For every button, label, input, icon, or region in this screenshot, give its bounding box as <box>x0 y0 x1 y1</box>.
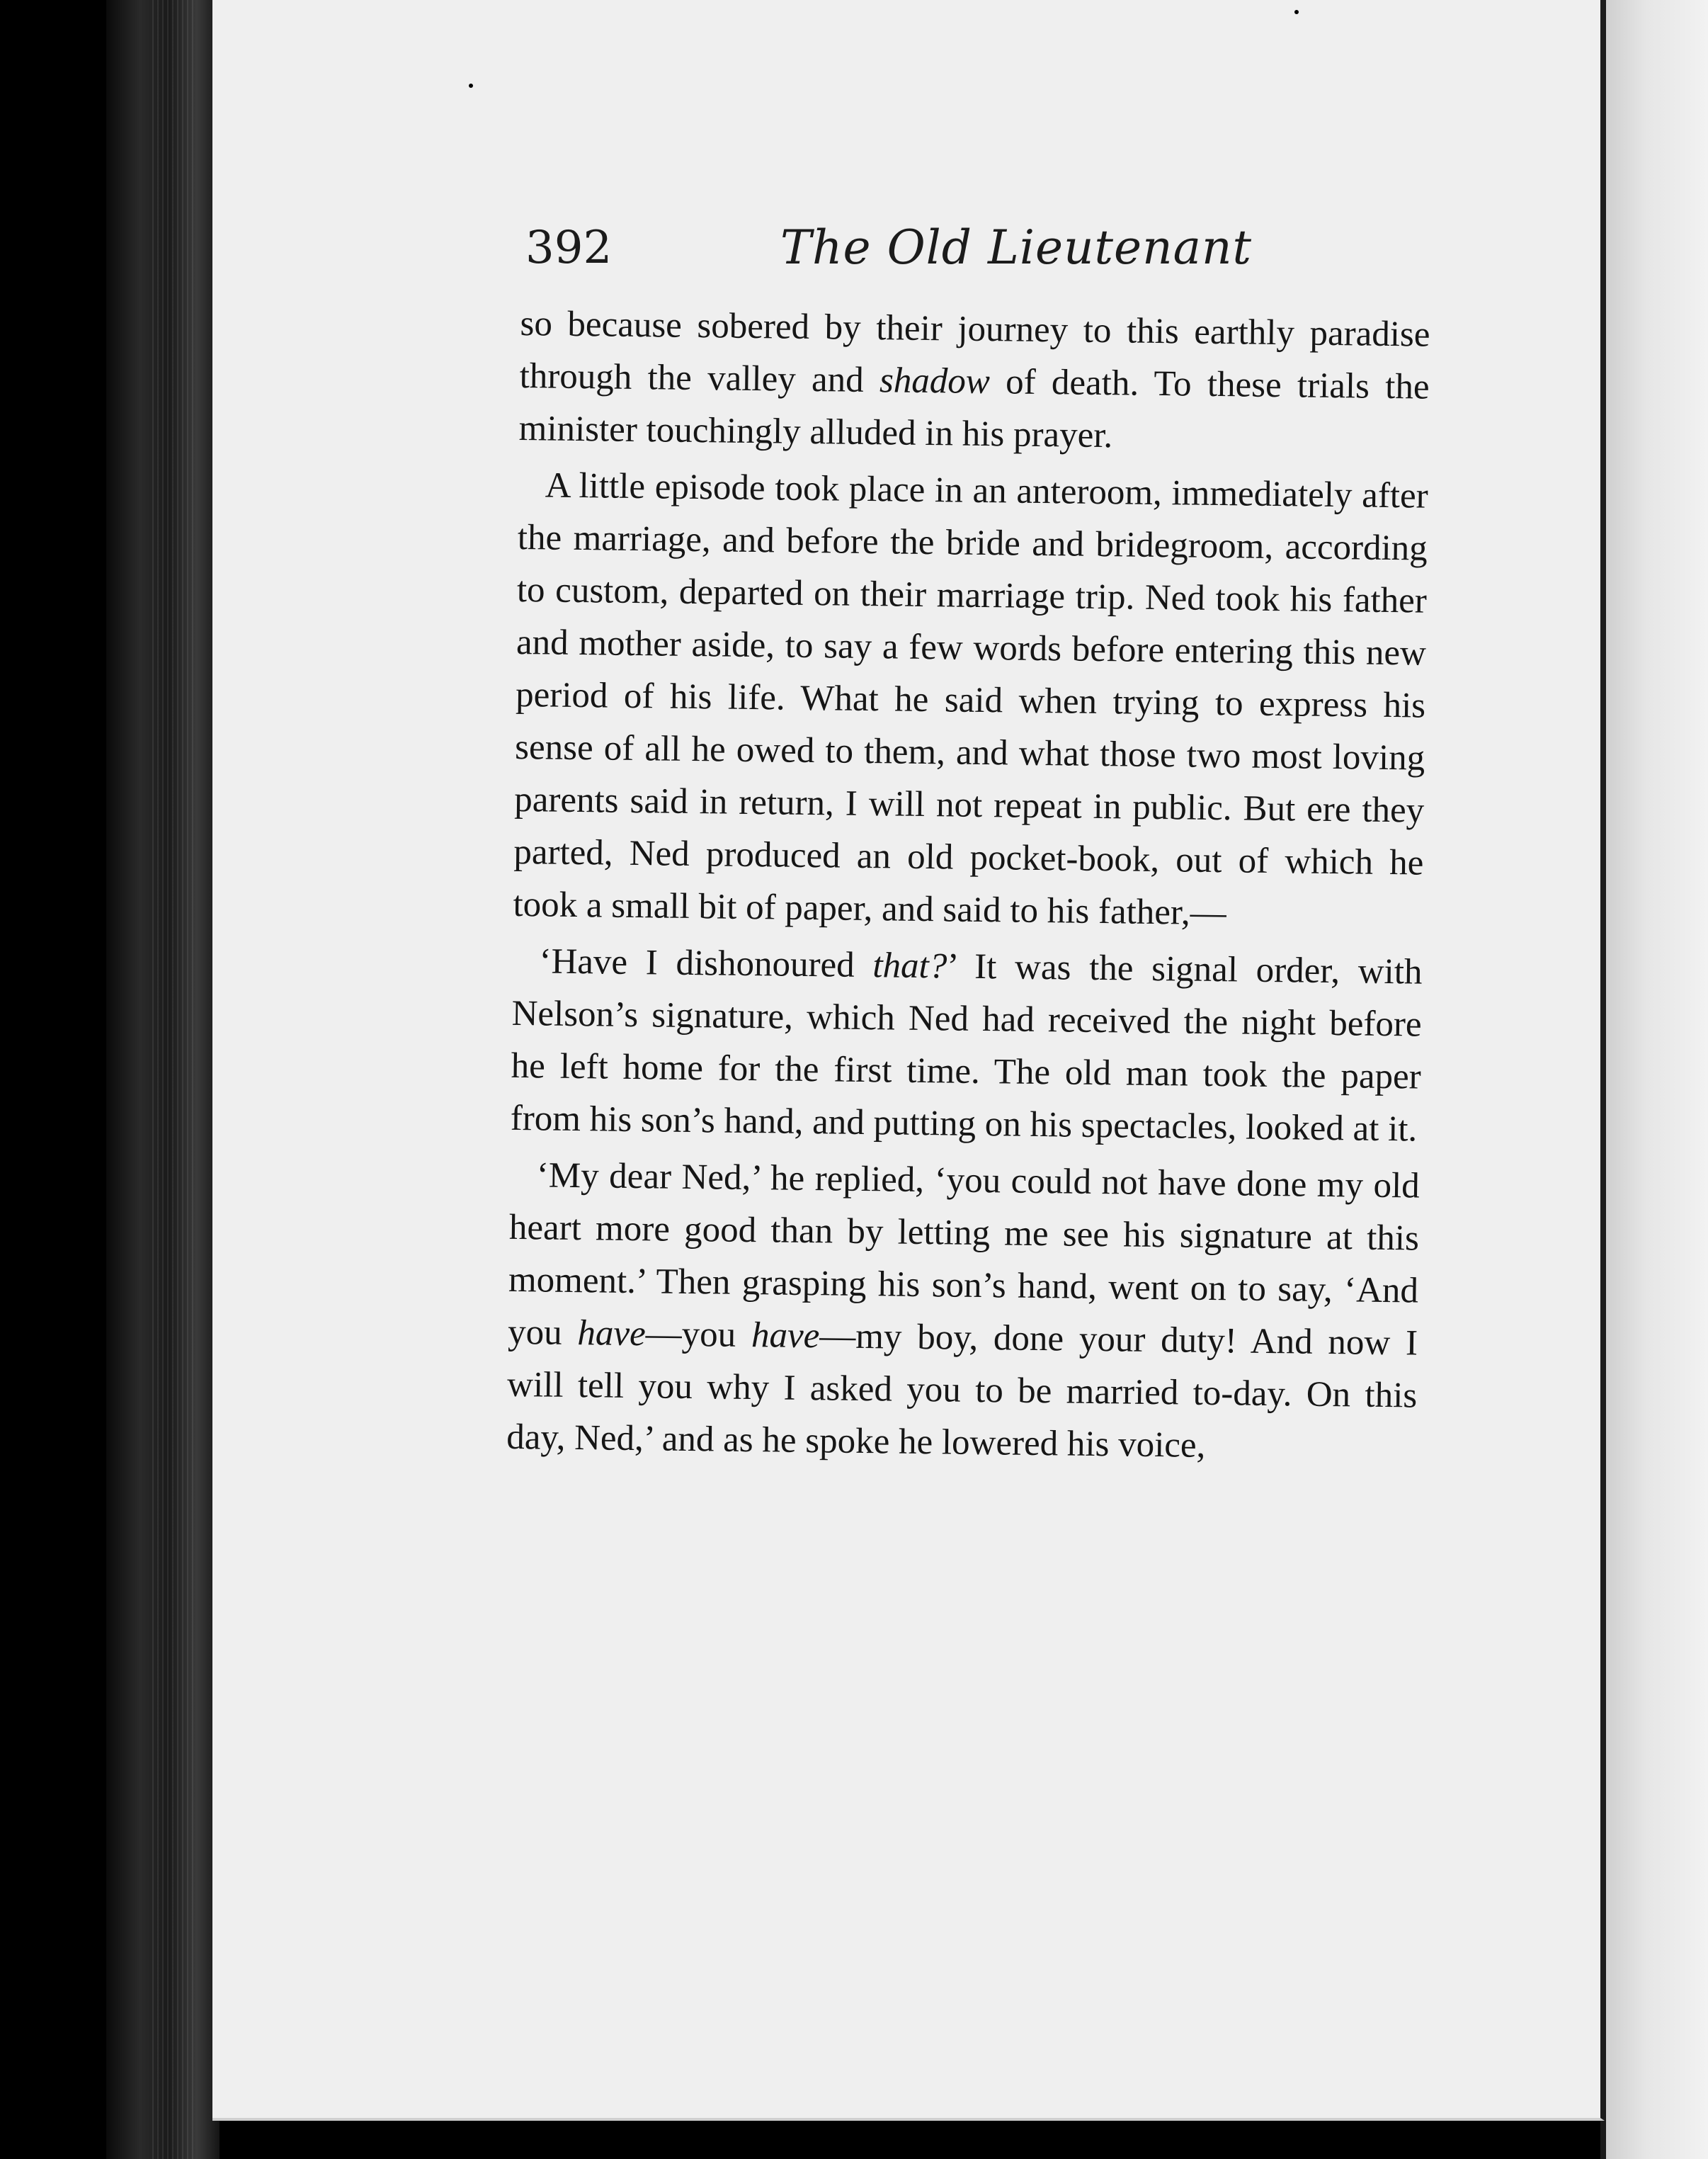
text-run: ‘My dear Ned,’ he replied, ‘you could not have done my old heart more good than by letting me see his signature at this moment.’ Then grasping his son’s hand, went on to say, ‘And you <box>507 1155 1421 1354</box>
text-run: —my boy, done your duty! And now I will tell you why I asked you to be married to-day. On this day, Ned,’ and as he spoke he lowered his voice, <box>506 1316 1418 1466</box>
text-run: —you <box>645 1314 752 1356</box>
italic-text-run: that? <box>872 946 947 987</box>
italic-text-run: shadow <box>879 361 991 402</box>
text-run: ’ It was the signal order, with Nelson’s signature, which Ned had received the night before he left home for the first time. The old man took the paper from his son’s hand, and putting on his spectacles, looked at it. <box>510 946 1423 1150</box>
scan-speck <box>469 84 473 88</box>
body-text <box>506 298 1430 1475</box>
paragraph <box>513 459 1428 942</box>
text-run: so because sobered by their journey to this earthly paradise through the valley and <box>519 303 1430 401</box>
page-edges <box>152 0 195 2159</box>
running-title: The Old Lieutenant <box>780 220 1252 275</box>
text-run: of death. To these trials the minister touchingly alluded in his prayer. <box>518 362 1430 456</box>
facing-page-edge <box>1606 0 1708 2159</box>
paragraph <box>518 298 1430 466</box>
text-run: ‘Have I dishonoured <box>539 941 873 986</box>
paragraph <box>506 1149 1420 1475</box>
running-header <box>525 212 1446 290</box>
italic-text-run: have <box>751 1315 820 1356</box>
paragraph <box>510 935 1423 1156</box>
scan-speck <box>1294 10 1299 14</box>
text-run: A little episode took place in an anteroom, immediately after the marriage, and before the bride and bridegroom, according to custom, departed on their marriage trip. Ned took his father and mother aside, to say a few words before entering this new period of his life. What he said when trying to express his sense of all he owed to them, and what those two most loving parents said in return, I will not repeat in public. But ere they parted, Ned produced an old pocket-book, out of which he took a small bit of paper, and said to his father,— <box>513 465 1429 934</box>
italic-text-run: have <box>577 1313 647 1354</box>
page-number: 392 <box>525 222 613 274</box>
